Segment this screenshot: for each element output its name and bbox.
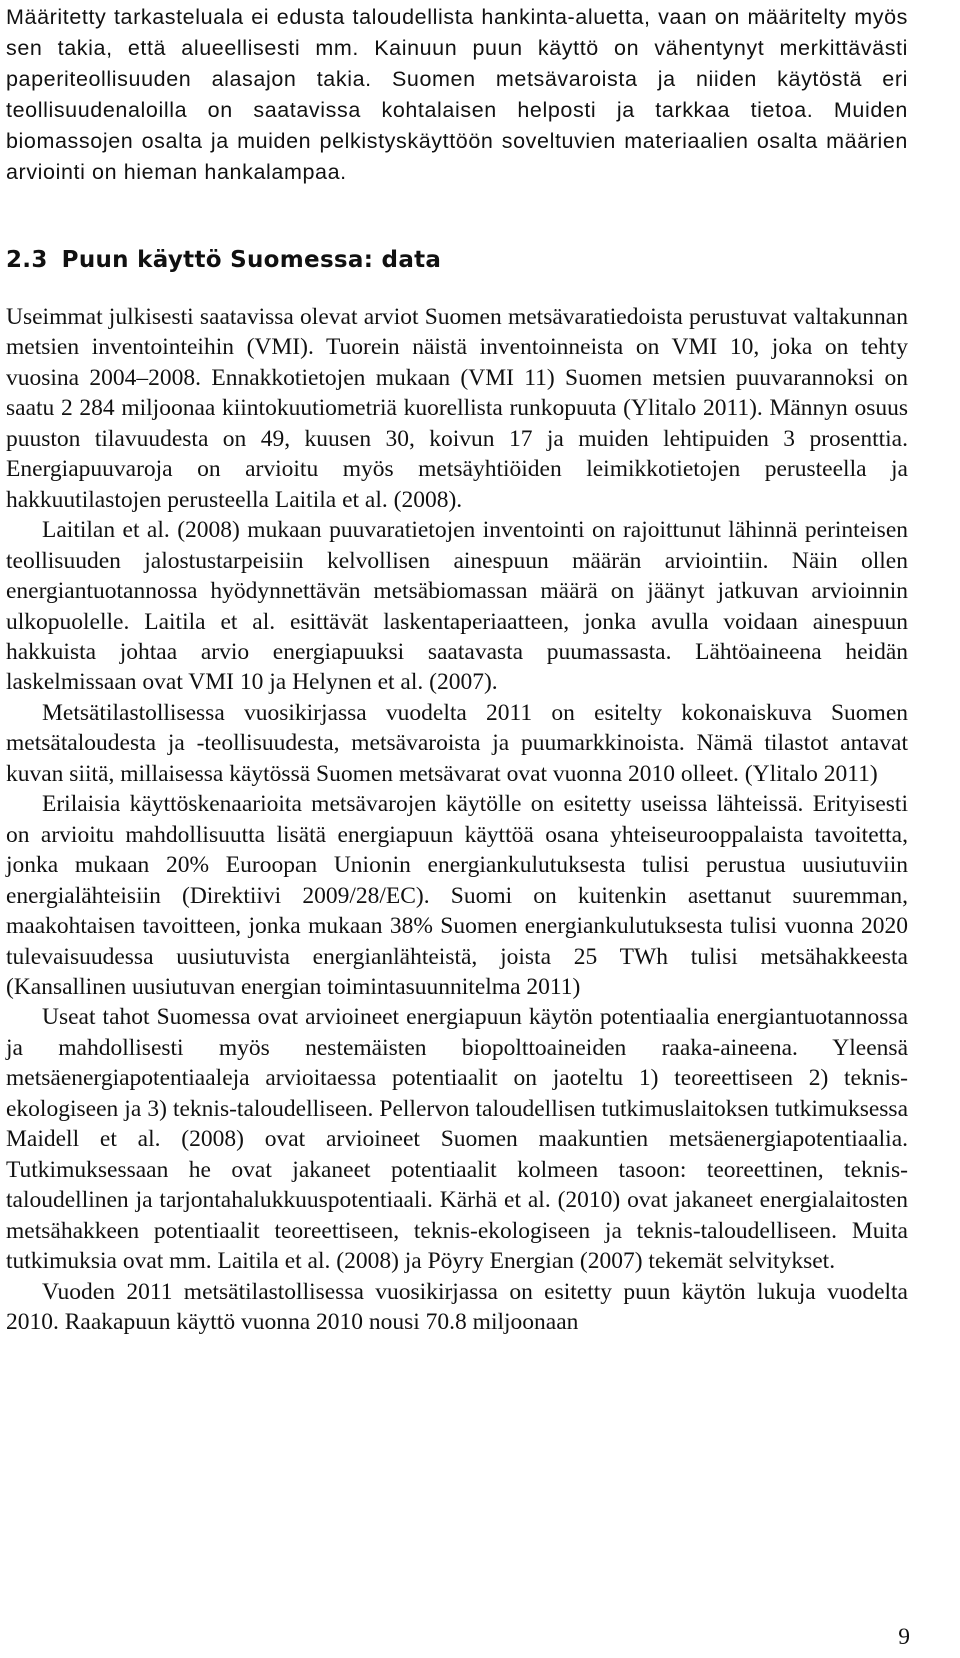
body-paragraph-1: Useimmat julkisesti saatavissa olevat arviot Suomen metsävaratiedoista perustuvat valtakunnan metsien inventointeihin (VMI). Tuorein näistä inventoinneista on VMI 10, joka on tehty vuosina 2004–2008. Ennakkotietojen mukaan (VMI 11) Suomen metsien puuvarannoksi on saatu 2 284 miljoonaa kiintokuutiometriä kuorellista runkopuuta (Ylitalo 2011). Männyn osuus puuston tilavuudesta on 49, kuusen 30, koivun 17 ja muiden lehtipuiden 3 prosenttia. Energiapuuvaroja on arvioitu myös metsäyhtiöiden leimikkotietojen perusteella ja hakkuutilastojen perusteella Laitila et al. (2008). [6,304,908,513]
section-heading [6,244,441,276]
body-paragraph-4: Erilaisia käyttöskenaarioita metsävarojen käytölle on esitetty useissa lähteissä. Erityisesti on arvioitu mahdollisuutta lisätä energiapuun käyttöä osana yhteiseurooppalaista tavoitetta, jonka mukaan 20% Euroopan Unionin energiankulutuksesta tulisi perustua uusiutuviin energialähteisiin (Direktiivi 2009/28/EC). Suomi on kuitenkin asettanut suuremman, maakohtaisen tavoitteen, jonka mukaan 38% Suomen energiankulutuksesta tulisi vuonna 2020 tulevaisuudessa uusiutuvista energianlähteistä, joista 25 TWh tulisi metsähakkeesta (Kansallinen uusiutuvan energian toimintasuunnitelma 2011) [6,791,908,1000]
section-body [6,302,908,1337]
body-paragraph-3: Metsätilastollisessa vuosikirjassa vuodelta 2011 on esitelty kokonaiskuva Suomen metsätaloudesta ja -teollisuudesta, metsävaroista ja puumarkkinoista. Nämä tilastot antavat kuvan siitä, millaisessa käytössä Suomen metsävarat ovat vuonna 2010 olleet. (Ylitalo 2011) [6,699,908,787]
body-paragraph-6: Vuoden 2011 metsätilastollisessa vuosikirjassa on esitetty puun käytön lukuja vuodelta 2010. Raakapuun käyttö vuonna 2010 nousi 70.8 miljoonaan [6,1278,908,1335]
body-paragraph-5: Useat tahot Suomessa ovat arvioineet energiapuun käytön potentiaalia energiantuotannossa ja mahdollisesti myös nestemäisten biopolttoaineiden raaka-aineena. Yleensä metsäenergiapotentiaaleja arvioitaessa potentiaalit on jaoteltu 1) teoreettiseen 2) teknis-ekologiseen ja 3) teknis-taloudelliseen. Pellervon taloudellisen tutkimuslaitoksen tutkimuksessa Maidell et al. (2008) ovat arvioineet Suomen maakuntien metsäenergiapotentiaalia. Tutkimuksessaan he ovat jakaneet potentiaalit kolmeen tasoon: teoreettinen, teknis-taloudellinen ja tarjontahalukkuuspotentiaali. Kärhä et al. (2010) ovat jakaneet energialaitosten metsähakkeen potentiaalit teoreettiseen, teknis-ekologiseen ja teknis-taloudelliseen. Muita tutkimuksia ovat mm. Laitila et al. (2008) ja Pöyry Energian (2007) tekemät selvitykset. [6,1004,908,1275]
section-number: 2.3 [6,247,48,273]
body-paragraph-2: Laitilan et al. (2008) mukaan puuvaratietojen inventointi on rajoittunut lähinnä perinteisen teollisuuden jalostustarpeisiin kelvollisen ainespuun määrän arviointiin. Näin ollen energiantuotannossa hyödynnettävän metsäbiomassan määrä on jäänyt jatkuvan arvioinnin ulkopuolelle. Laitila et al. esittävät laskentaperiaatteen, jonka avulla voidaan ainespuun hakkuista johtaa arvio energiapuuksi saatavasta puumassasta. Lähtöaineena heidän laskelmissaan ovat VMI 10 ja Helynen et al. (2007). [6,517,908,696]
page-number: 9 [898,1624,910,1650]
intro-paragraph: Määritetty tarkasteluala ei edusta taloudellista hankinta-aluetta, vaan on määritelty myös sen takia, että alueellisesti mm. Kainuun puun käyttö on vähentynyt merkittävästi paperiteollisuuden alasajon takia. Suomen metsävaroista ja niiden käytöstä eri teollisuudenaloilla on saatavissa kohtalaisen helposti ja tarkkaa tietoa. Muiden biomassojen osalta ja muiden pelkistyskäyttöön soveltuvien materiaalien osalta määrien arviointi on hieman hankalampaa. [6,5,908,184]
section-title: Puun käyttö Suomessa: data [61,247,442,273]
